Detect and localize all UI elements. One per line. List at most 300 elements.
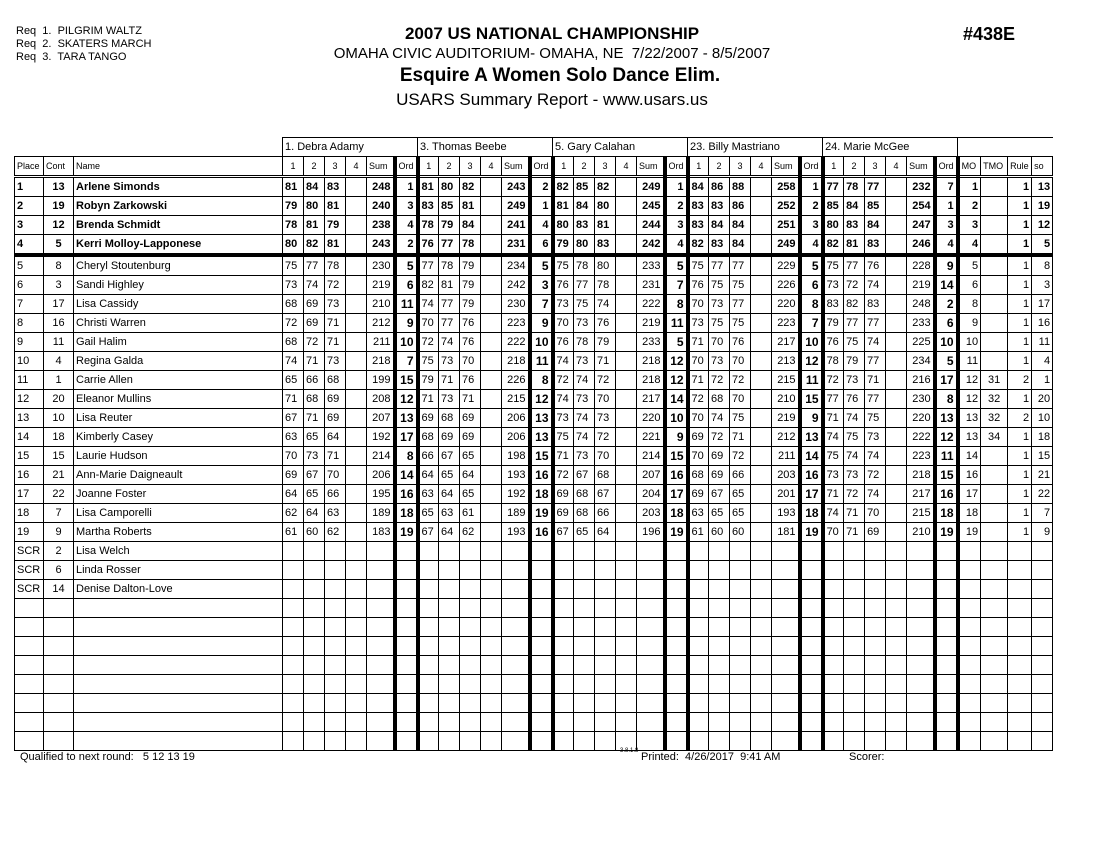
event-number: #438E <box>963 24 1016 44</box>
score-1-cell: 81 <box>553 197 574 216</box>
rule-cell: 1 <box>1008 485 1032 504</box>
score-4-cell <box>481 216 502 235</box>
col-header-ord: Ord <box>935 157 958 177</box>
score-1-cell <box>418 580 439 599</box>
score-2-cell: 78 <box>844 177 865 197</box>
score-1-cell <box>418 656 439 675</box>
score-4-cell <box>751 466 772 485</box>
score-3-cell: 84 <box>460 216 481 235</box>
contestant-number-cell: 19 <box>44 197 74 216</box>
tmo-cell: 32 <box>981 409 1008 428</box>
skater-name-cell: Lisa Welch <box>74 542 283 561</box>
table-row <box>15 390 1053 409</box>
score-1-cell <box>823 580 844 599</box>
rule-cell: 1 <box>1008 447 1032 466</box>
contestant-number-cell: 15 <box>44 447 74 466</box>
score-1-cell: 63 <box>418 485 439 504</box>
score-4-cell <box>886 466 907 485</box>
required-dance-3: Req 3. TARA TANGO <box>16 51 127 63</box>
score-4-cell <box>346 675 367 694</box>
score-1-cell <box>553 637 574 656</box>
ordinal-cell: 9 <box>665 428 688 447</box>
sum-cell: 218 <box>502 352 530 371</box>
tmo-cell <box>981 177 1008 197</box>
score-4-cell <box>751 599 772 618</box>
ordinal-cell <box>395 732 418 751</box>
score-3-cell <box>730 542 751 561</box>
score-3-cell <box>865 542 886 561</box>
contestant-number-cell: 13 <box>44 177 74 197</box>
ordinal-cell: 7 <box>665 276 688 295</box>
required-dance-1: Req 1. PILGRIM WALTZ <box>16 25 142 37</box>
score-3-cell: 78 <box>595 276 616 295</box>
score-1-cell: 74 <box>418 295 439 314</box>
sum-cell: 199 <box>367 371 395 390</box>
sum-cell: 203 <box>772 466 800 485</box>
score-3-cell <box>325 542 346 561</box>
tmo-cell <box>981 314 1008 333</box>
sum-cell <box>637 713 665 732</box>
tmo-cell <box>981 197 1008 216</box>
ordinal-cell <box>800 599 823 618</box>
score-4-cell <box>346 255 367 276</box>
score-2-cell: 71 <box>304 352 325 371</box>
sum-cell: 230 <box>367 255 395 276</box>
score-4-cell <box>751 523 772 542</box>
sum-cell: 252 <box>772 197 800 216</box>
tmo-cell <box>981 542 1008 561</box>
place-cell: 6 <box>15 276 44 295</box>
judge-header-row <box>15 138 1053 157</box>
score-1-cell <box>283 580 304 599</box>
skater-name-cell: Denise Dalton-Love <box>74 580 283 599</box>
score-3-cell: 84 <box>865 216 886 235</box>
table-row <box>15 466 1053 485</box>
ordinal-cell <box>530 542 553 561</box>
score-2-cell: 70 <box>709 333 730 352</box>
tmo-cell <box>981 504 1008 523</box>
sum-cell <box>907 599 935 618</box>
championship-title: 2007 US NATIONAL CHAMPIONSHIP <box>404 24 700 43</box>
column-header-row <box>15 157 1053 177</box>
score-4-cell <box>346 276 367 295</box>
table-row <box>15 177 1053 197</box>
sum-cell <box>907 637 935 656</box>
score-1-cell <box>418 637 439 656</box>
ordinal-cell: 10 <box>800 333 823 352</box>
contestant-number-cell: 8 <box>44 255 74 276</box>
ordinal-cell: 7 <box>935 177 958 197</box>
score-4-cell <box>346 216 367 235</box>
tmo-cell <box>981 713 1008 732</box>
event-title: Esquire A Women Solo Dance Elim. <box>399 65 721 86</box>
so-cell: 21 <box>1032 466 1053 485</box>
score-4-cell <box>886 409 907 428</box>
contestant-number-cell <box>44 713 74 732</box>
score-3-cell: 77 <box>730 295 751 314</box>
ordinal-cell <box>395 542 418 561</box>
score-1-cell: 61 <box>688 523 709 542</box>
table-row <box>15 216 1053 235</box>
score-2-cell: 73 <box>439 352 460 371</box>
place-cell: 17 <box>15 485 44 504</box>
skater-name-cell <box>74 637 283 656</box>
sum-cell: 219 <box>367 276 395 295</box>
skater-name-cell: Christi Warren <box>74 314 283 333</box>
score-3-cell: 79 <box>325 216 346 235</box>
score-3-cell: 75 <box>730 276 751 295</box>
score-3-cell: 77 <box>865 314 886 333</box>
score-2-cell: 71 <box>304 409 325 428</box>
contestant-number-cell: 9 <box>44 523 74 542</box>
ordinal-cell: 8 <box>665 295 688 314</box>
score-4-cell <box>751 561 772 580</box>
score-3-cell: 82 <box>595 177 616 197</box>
ordinal-cell: 15 <box>665 447 688 466</box>
score-2-cell: 69 <box>304 295 325 314</box>
table-row <box>15 618 1053 637</box>
col-header-s2: 2 <box>574 157 595 177</box>
mo-cell: 5 <box>958 255 981 276</box>
score-4-cell <box>751 235 772 256</box>
sum-cell: 218 <box>637 371 665 390</box>
so-cell: 16 <box>1032 314 1053 333</box>
score-2-cell: 75 <box>709 314 730 333</box>
sum-cell: 203 <box>637 504 665 523</box>
score-2-cell: 65 <box>574 523 595 542</box>
contestant-number-cell <box>44 675 74 694</box>
score-1-cell: 68 <box>688 466 709 485</box>
score-3-cell: 71 <box>595 352 616 371</box>
score-2-cell: 81 <box>304 216 325 235</box>
skater-name-cell: Lisa Camporelli <box>74 504 283 523</box>
score-2-cell: 75 <box>844 428 865 447</box>
score-3-cell: 83 <box>865 235 886 256</box>
score-2-cell <box>304 713 325 732</box>
ordinal-cell: 13 <box>395 409 418 428</box>
skater-name-cell <box>74 656 283 675</box>
skater-name-cell: Kerri Molloy-Lapponese <box>74 235 283 256</box>
ordinal-cell <box>530 694 553 713</box>
ordinal-cell: 14 <box>800 447 823 466</box>
score-4-cell <box>886 542 907 561</box>
score-2-cell <box>439 599 460 618</box>
score-3-cell: 70 <box>595 447 616 466</box>
score-3-cell: 61 <box>460 504 481 523</box>
table-row <box>15 485 1053 504</box>
so-cell <box>1032 675 1053 694</box>
mo-cell: 13 <box>958 409 981 428</box>
score-3-cell: 73 <box>325 352 346 371</box>
ordinal-cell <box>665 637 688 656</box>
score-2-cell: 73 <box>844 371 865 390</box>
ordinal-cell <box>530 713 553 732</box>
so-cell: 13 <box>1032 177 1053 197</box>
score-4-cell <box>616 216 637 235</box>
score-3-cell: 66 <box>730 466 751 485</box>
score-2-cell <box>439 732 460 751</box>
col-header-s1: 1 <box>283 157 304 177</box>
score-3-cell: 65 <box>730 504 751 523</box>
rule-cell <box>1008 580 1032 599</box>
ordinal-cell: 1 <box>530 197 553 216</box>
score-3-cell: 66 <box>595 504 616 523</box>
score-1-cell: 70 <box>688 409 709 428</box>
score-1-cell: 84 <box>688 177 709 197</box>
score-2-cell <box>844 618 865 637</box>
ordinal-cell <box>800 637 823 656</box>
score-2-cell: 77 <box>709 255 730 276</box>
ordinal-cell: 8 <box>800 295 823 314</box>
score-3-cell <box>595 713 616 732</box>
tmo-cell: 32 <box>981 390 1008 409</box>
score-2-cell: 83 <box>709 235 730 256</box>
score-3-cell: 81 <box>325 197 346 216</box>
score-4-cell <box>481 466 502 485</box>
mo-cell <box>958 637 981 656</box>
score-3-cell <box>460 580 481 599</box>
mo-cell <box>958 675 981 694</box>
score-3-cell <box>325 637 346 656</box>
sum-cell <box>772 675 800 694</box>
sum-cell: 210 <box>772 390 800 409</box>
sum-cell <box>502 713 530 732</box>
score-3-cell <box>460 732 481 751</box>
col-header-ord: Ord <box>395 157 418 177</box>
score-2-cell: 68 <box>304 390 325 409</box>
score-1-cell: 63 <box>283 428 304 447</box>
score-4-cell <box>751 333 772 352</box>
score-1-cell: 65 <box>418 504 439 523</box>
score-2-cell: 74 <box>574 409 595 428</box>
score-4-cell <box>481 561 502 580</box>
ordinal-cell <box>530 656 553 675</box>
score-3-cell: 76 <box>460 333 481 352</box>
score-1-cell <box>823 675 844 694</box>
sum-cell <box>637 694 665 713</box>
score-4-cell <box>481 713 502 732</box>
score-1-cell <box>283 561 304 580</box>
mo-cell <box>958 618 981 637</box>
score-2-cell: 60 <box>709 523 730 542</box>
ordinal-cell <box>800 656 823 675</box>
score-1-cell: 82 <box>688 235 709 256</box>
score-2-cell: 73 <box>574 447 595 466</box>
score-4-cell <box>616 542 637 561</box>
sum-cell: 233 <box>907 314 935 333</box>
score-4-cell <box>616 485 637 504</box>
sum-cell <box>367 675 395 694</box>
score-2-cell: 64 <box>439 523 460 542</box>
score-1-cell: 69 <box>418 409 439 428</box>
so-cell: 20 <box>1032 390 1053 409</box>
contestant-number-cell: 10 <box>44 409 74 428</box>
score-2-cell: 73 <box>709 352 730 371</box>
score-1-cell <box>823 618 844 637</box>
sum-cell <box>367 732 395 751</box>
score-2-cell: 73 <box>574 352 595 371</box>
ordinal-cell <box>530 561 553 580</box>
sum-cell: 221 <box>637 428 665 447</box>
sum-cell: 242 <box>637 235 665 256</box>
score-1-cell: 71 <box>823 409 844 428</box>
col-header-sum: Sum <box>502 157 530 177</box>
ordinal-cell <box>665 580 688 599</box>
score-3-cell <box>460 618 481 637</box>
ordinal-cell: 11 <box>395 295 418 314</box>
ordinal-cell <box>395 675 418 694</box>
score-3-cell <box>865 713 886 732</box>
ordinal-cell: 15 <box>530 447 553 466</box>
ordinal-cell: 1 <box>665 177 688 197</box>
tmo-cell <box>981 216 1008 235</box>
score-1-cell: 64 <box>283 485 304 504</box>
score-4-cell <box>616 333 637 352</box>
place-cell: 15 <box>15 447 44 466</box>
score-2-cell <box>574 580 595 599</box>
col-header-sum: Sum <box>637 157 665 177</box>
score-1-cell <box>553 732 574 751</box>
score-2-cell: 72 <box>709 371 730 390</box>
so-cell: 5 <box>1032 235 1053 256</box>
score-3-cell <box>865 618 886 637</box>
contestant-number-cell: 18 <box>44 428 74 447</box>
score-4-cell <box>616 599 637 618</box>
score-1-cell: 79 <box>553 235 574 256</box>
rule-cell: 1 <box>1008 235 1032 256</box>
score-3-cell: 76 <box>865 255 886 276</box>
score-1-cell: 73 <box>688 314 709 333</box>
table-row <box>15 235 1053 256</box>
score-3-cell: 72 <box>730 371 751 390</box>
rule-cell: 1 <box>1008 466 1032 485</box>
sum-cell <box>367 580 395 599</box>
so-cell: 8 <box>1032 255 1053 276</box>
score-4-cell <box>481 675 502 694</box>
score-1-cell <box>688 618 709 637</box>
score-1-cell: 77 <box>823 177 844 197</box>
tmo-cell <box>981 523 1008 542</box>
score-3-cell: 72 <box>595 371 616 390</box>
score-2-cell: 73 <box>304 447 325 466</box>
score-3-cell <box>460 542 481 561</box>
score-1-cell: 74 <box>553 390 574 409</box>
score-3-cell <box>865 694 886 713</box>
score-3-cell: 60 <box>730 523 751 542</box>
score-1-cell <box>418 713 439 732</box>
ordinal-cell <box>530 618 553 637</box>
score-1-cell: 68 <box>418 428 439 447</box>
mo-cell <box>958 542 981 561</box>
ordinal-cell: 6 <box>935 314 958 333</box>
score-3-cell: 65 <box>460 447 481 466</box>
judge-name: 5. Gary Calahan <box>553 138 688 157</box>
ordinal-cell: 1 <box>935 197 958 216</box>
score-4-cell <box>751 732 772 751</box>
score-1-cell: 80 <box>283 235 304 256</box>
version-code: 3.8.1.8 <box>620 748 639 754</box>
score-1-cell: 73 <box>283 276 304 295</box>
sum-cell <box>772 694 800 713</box>
ordinal-cell: 5 <box>395 255 418 276</box>
score-1-cell <box>823 561 844 580</box>
ordinal-cell <box>935 561 958 580</box>
sum-cell <box>502 580 530 599</box>
score-2-cell <box>709 618 730 637</box>
score-4-cell <box>346 618 367 637</box>
ordinal-cell: 9 <box>800 409 823 428</box>
sum-cell: 210 <box>367 295 395 314</box>
rule-cell: 1 <box>1008 428 1032 447</box>
score-4-cell <box>616 428 637 447</box>
ordinal-cell: 6 <box>530 235 553 256</box>
score-1-cell: 73 <box>553 409 574 428</box>
score-2-cell <box>709 732 730 751</box>
score-2-cell: 69 <box>709 466 730 485</box>
score-3-cell <box>730 561 751 580</box>
contestant-number-cell: 14 <box>44 580 74 599</box>
score-2-cell: 72 <box>844 485 865 504</box>
score-3-cell: 71 <box>730 428 751 447</box>
score-4-cell <box>616 371 637 390</box>
ordinal-cell: 16 <box>665 466 688 485</box>
place-cell: 13 <box>15 409 44 428</box>
sum-cell <box>367 694 395 713</box>
sum-cell: 215 <box>907 504 935 523</box>
sum-cell: 196 <box>637 523 665 542</box>
score-4-cell <box>886 295 907 314</box>
score-2-cell: 82 <box>844 295 865 314</box>
sum-cell: 249 <box>637 177 665 197</box>
score-4-cell <box>886 694 907 713</box>
score-4-cell <box>481 295 502 314</box>
score-4-cell <box>616 447 637 466</box>
skater-name-cell <box>74 599 283 618</box>
col-header-s1: 1 <box>823 157 844 177</box>
so-cell <box>1032 561 1053 580</box>
score-2-cell <box>574 599 595 618</box>
mo-cell: 6 <box>958 276 981 295</box>
ordinal-cell: 5 <box>665 255 688 276</box>
score-2-cell <box>439 675 460 694</box>
ordinal-cell <box>395 637 418 656</box>
ordinal-cell: 11 <box>665 314 688 333</box>
rule-cell: 1 <box>1008 314 1032 333</box>
sum-cell: 222 <box>907 428 935 447</box>
table-row <box>15 656 1053 675</box>
score-4-cell <box>751 504 772 523</box>
sum-cell: 220 <box>907 409 935 428</box>
table-row <box>15 352 1053 371</box>
score-3-cell: 68 <box>595 466 616 485</box>
score-3-cell: 70 <box>325 466 346 485</box>
ordinal-cell: 12 <box>665 371 688 390</box>
score-2-cell: 69 <box>709 447 730 466</box>
so-cell <box>1032 542 1053 561</box>
score-2-cell <box>709 675 730 694</box>
sum-cell: 249 <box>772 235 800 256</box>
sum-cell: 216 <box>907 371 935 390</box>
sum-cell: 215 <box>502 390 530 409</box>
score-1-cell <box>688 599 709 618</box>
tmo-cell <box>981 618 1008 637</box>
sum-cell: 230 <box>907 390 935 409</box>
score-3-cell <box>730 637 751 656</box>
sum-cell <box>367 561 395 580</box>
score-3-cell <box>460 713 481 732</box>
score-2-cell <box>574 542 595 561</box>
rule-cell <box>1008 656 1032 675</box>
